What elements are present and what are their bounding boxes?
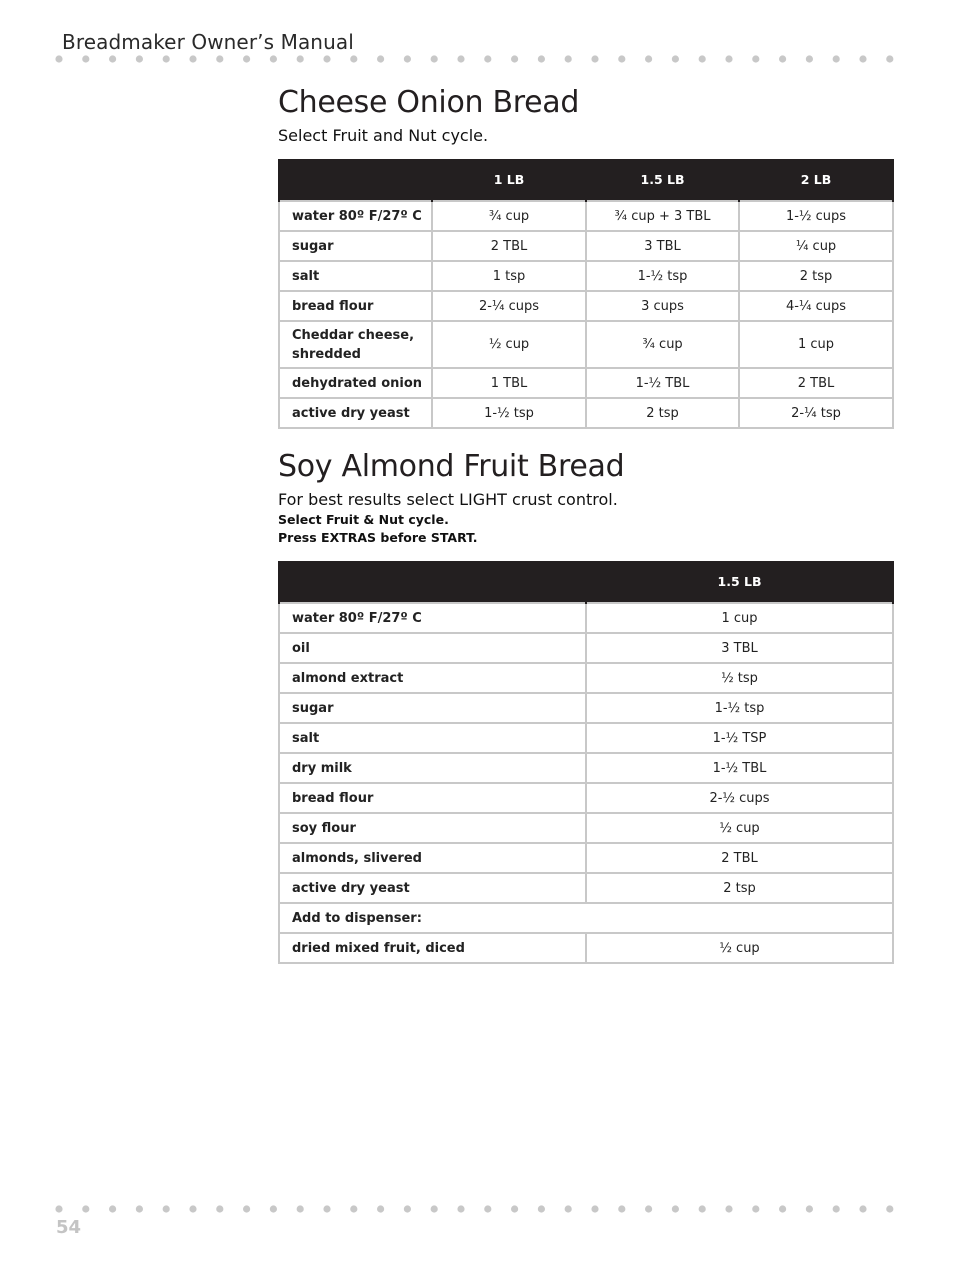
column-header: 1.5 LB xyxy=(586,561,893,603)
ingredient-cell: salt xyxy=(279,723,586,753)
divider-dot xyxy=(779,1205,786,1212)
amount-cell: 2 TBL xyxy=(586,843,893,873)
amount-cell: 1 cup xyxy=(739,321,893,368)
amount-cell: ½ cup xyxy=(432,321,586,368)
top-dot-divider xyxy=(54,54,900,64)
divider-dot xyxy=(189,1205,196,1212)
ingredient-cell: bread flour xyxy=(279,783,586,813)
divider-dot xyxy=(457,1205,464,1212)
divider-dot xyxy=(806,1205,813,1212)
table-row xyxy=(279,201,893,231)
ingredient-cell: water 80º F/27º C xyxy=(279,603,586,633)
recipe-title: Soy Almond Fruit Bread xyxy=(278,449,625,484)
divider-dot xyxy=(699,1205,706,1212)
divider-dot xyxy=(484,55,491,62)
ingredient-cell: water 80º F/27º C xyxy=(279,201,432,231)
divider-dot xyxy=(404,55,411,62)
divider-dot xyxy=(725,1205,732,1212)
amount-cell: 1-½ TBL xyxy=(586,753,893,783)
divider-dot xyxy=(136,55,143,62)
divider-dot xyxy=(216,1205,223,1212)
divider-dot xyxy=(431,1205,438,1212)
divider-dot xyxy=(859,55,866,62)
divider-dot xyxy=(752,55,759,62)
table-row xyxy=(279,398,893,428)
amount-cell: ¾ cup xyxy=(586,321,739,368)
ingredient-cell: sugar xyxy=(279,693,586,723)
table-row xyxy=(279,291,893,321)
amount-cell: 2 tsp xyxy=(739,261,893,291)
column-header xyxy=(279,159,432,201)
divider-dot xyxy=(565,1205,572,1212)
divider-dot xyxy=(431,55,438,62)
ingredient-cell: bread flour xyxy=(279,291,432,321)
divider-dot xyxy=(457,55,464,62)
amount-cell: 1-½ tsp xyxy=(586,693,893,723)
amount-cell: 2-¼ cups xyxy=(432,291,586,321)
divider-dot xyxy=(672,1205,679,1212)
divider-dot xyxy=(645,1205,652,1212)
amount-cell: ½ cup xyxy=(586,813,893,843)
divider-dot xyxy=(511,55,518,62)
amount-cell: 1-½ cups xyxy=(739,201,893,231)
page-number: 54 xyxy=(56,1217,82,1238)
ingredient-cell: almond extract xyxy=(279,663,586,693)
table-header-row xyxy=(279,561,893,603)
divider-dot xyxy=(591,55,598,62)
table-header-row xyxy=(279,159,893,201)
divider-dot xyxy=(833,1205,840,1212)
recipe-note: Select Fruit & Nut cycle. xyxy=(278,512,449,527)
divider-dot xyxy=(779,55,786,62)
recipe-note: Press EXTRAS before START. xyxy=(278,530,478,545)
divider-dot xyxy=(699,55,706,62)
table-row xyxy=(279,321,893,368)
divider-dot xyxy=(484,1205,491,1212)
amount-cell: 2-½ cups xyxy=(586,783,893,813)
divider-dot xyxy=(672,55,679,62)
divider-dot xyxy=(618,55,625,62)
divider-dot xyxy=(350,1205,357,1212)
table-row xyxy=(279,663,893,693)
amount-cell: 2 TBL xyxy=(432,231,586,261)
table-row xyxy=(279,723,893,753)
amount-cell: ¼ cup xyxy=(739,231,893,261)
dispenser-label: Add to dispenser: xyxy=(279,903,893,933)
amount-cell: 2 tsp xyxy=(586,873,893,903)
divider-dot xyxy=(243,1205,250,1212)
amount-cell: 1 cup xyxy=(586,603,893,633)
divider-dot xyxy=(538,55,545,62)
table-row xyxy=(279,753,893,783)
ingredient-cell: soy flour xyxy=(279,813,586,843)
column-header: 1 LB xyxy=(432,159,586,201)
divider-dot xyxy=(136,1205,143,1212)
divider-dot xyxy=(323,1205,330,1212)
amount-cell: 2 TBL xyxy=(739,368,893,398)
dispenser-row xyxy=(279,903,893,933)
table-row xyxy=(279,693,893,723)
divider-dot xyxy=(618,1205,625,1212)
amount-cell: 1 tsp xyxy=(432,261,586,291)
recipe-subtitle: Select Fruit and Nut cycle. xyxy=(278,126,489,145)
divider-dot xyxy=(538,1205,545,1212)
amount-cell: 1-½ tsp xyxy=(432,398,586,428)
divider-dot xyxy=(189,55,196,62)
manual-title: Breadmaker Owner’s Manual xyxy=(62,30,354,54)
amount-cell: 3 TBL xyxy=(586,231,739,261)
ingredient-cell: dehydrated onion xyxy=(279,368,432,398)
divider-dot xyxy=(833,55,840,62)
ingredient-cell: almonds, slivered xyxy=(279,843,586,873)
divider-dot xyxy=(886,55,893,62)
table-row xyxy=(279,261,893,291)
amount-cell: 2-¼ tsp xyxy=(739,398,893,428)
ingredient-cell: Cheddar cheese, shredded xyxy=(279,321,432,368)
amount-cell: 3 TBL xyxy=(586,633,893,663)
ingredient-cell: active dry yeast xyxy=(279,873,586,903)
ingredient-cell: dried mixed fruit, diced xyxy=(279,933,586,963)
divider-dot xyxy=(297,55,304,62)
divider-dot xyxy=(806,55,813,62)
table-row xyxy=(279,813,893,843)
table-row xyxy=(279,933,893,963)
amount-cell: 2 tsp xyxy=(586,398,739,428)
divider-dot xyxy=(377,1205,384,1212)
amount-cell: 4-¼ cups xyxy=(739,291,893,321)
divider-dot xyxy=(511,1205,518,1212)
amount-cell: ½ tsp xyxy=(586,663,893,693)
bottom-dot-divider xyxy=(54,1204,900,1214)
table-row xyxy=(279,231,893,261)
divider-dot xyxy=(109,55,116,62)
divider-dot xyxy=(859,1205,866,1212)
amount-cell: ¾ cup + 3 TBL xyxy=(586,201,739,231)
divider-dot xyxy=(55,1205,62,1212)
amount-cell: 1-½ TBL xyxy=(586,368,739,398)
divider-dot xyxy=(565,55,572,62)
table-row xyxy=(279,368,893,398)
table-row xyxy=(279,603,893,633)
amount-cell: 1-½ TSP xyxy=(586,723,893,753)
divider-dot xyxy=(55,55,62,62)
column-header: 2 LB xyxy=(739,159,893,201)
recipe-subtitle: For best results select LIGHT crust control. xyxy=(278,490,618,509)
cheese-onion-table xyxy=(278,159,894,429)
recipe-title: Cheese Onion Bread xyxy=(278,85,580,120)
ingredient-cell: active dry yeast xyxy=(279,398,432,428)
table-row xyxy=(279,873,893,903)
divider-dot xyxy=(163,55,170,62)
table-row xyxy=(279,783,893,813)
amount-cell: 3 cups xyxy=(586,291,739,321)
ingredient-cell: salt xyxy=(279,261,432,291)
ingredient-cell: sugar xyxy=(279,231,432,261)
divider-dot xyxy=(323,55,330,62)
divider-dot xyxy=(404,1205,411,1212)
divider-dot xyxy=(270,55,277,62)
divider-dot xyxy=(297,1205,304,1212)
amount-cell: ½ cup xyxy=(586,933,893,963)
divider-dot xyxy=(725,55,732,62)
ingredient-cell: oil xyxy=(279,633,586,663)
soy-almond-section xyxy=(278,449,892,964)
column-header: 1.5 LB xyxy=(586,159,739,201)
divider-dot xyxy=(163,1205,170,1212)
divider-dot xyxy=(350,55,357,62)
amount-cell: ¾ cup xyxy=(432,201,586,231)
table-row xyxy=(279,843,893,873)
cheese-onion-section xyxy=(278,85,892,429)
divider-dot xyxy=(270,1205,277,1212)
table-row xyxy=(279,633,893,663)
column-header xyxy=(279,561,586,603)
ingredient-cell: dry milk xyxy=(279,753,586,783)
divider-dot xyxy=(377,55,384,62)
divider-dot xyxy=(752,1205,759,1212)
divider-dot xyxy=(591,1205,598,1212)
divider-dot xyxy=(243,55,250,62)
amount-cell: 1-½ tsp xyxy=(586,261,739,291)
divider-dot xyxy=(216,55,223,62)
divider-dot xyxy=(886,1205,893,1212)
divider-dot xyxy=(82,1205,89,1212)
divider-dot xyxy=(645,55,652,62)
divider-dot xyxy=(82,55,89,62)
amount-cell: 1 TBL xyxy=(432,368,586,398)
divider-dot xyxy=(109,1205,116,1212)
soy-almond-table xyxy=(278,561,894,964)
